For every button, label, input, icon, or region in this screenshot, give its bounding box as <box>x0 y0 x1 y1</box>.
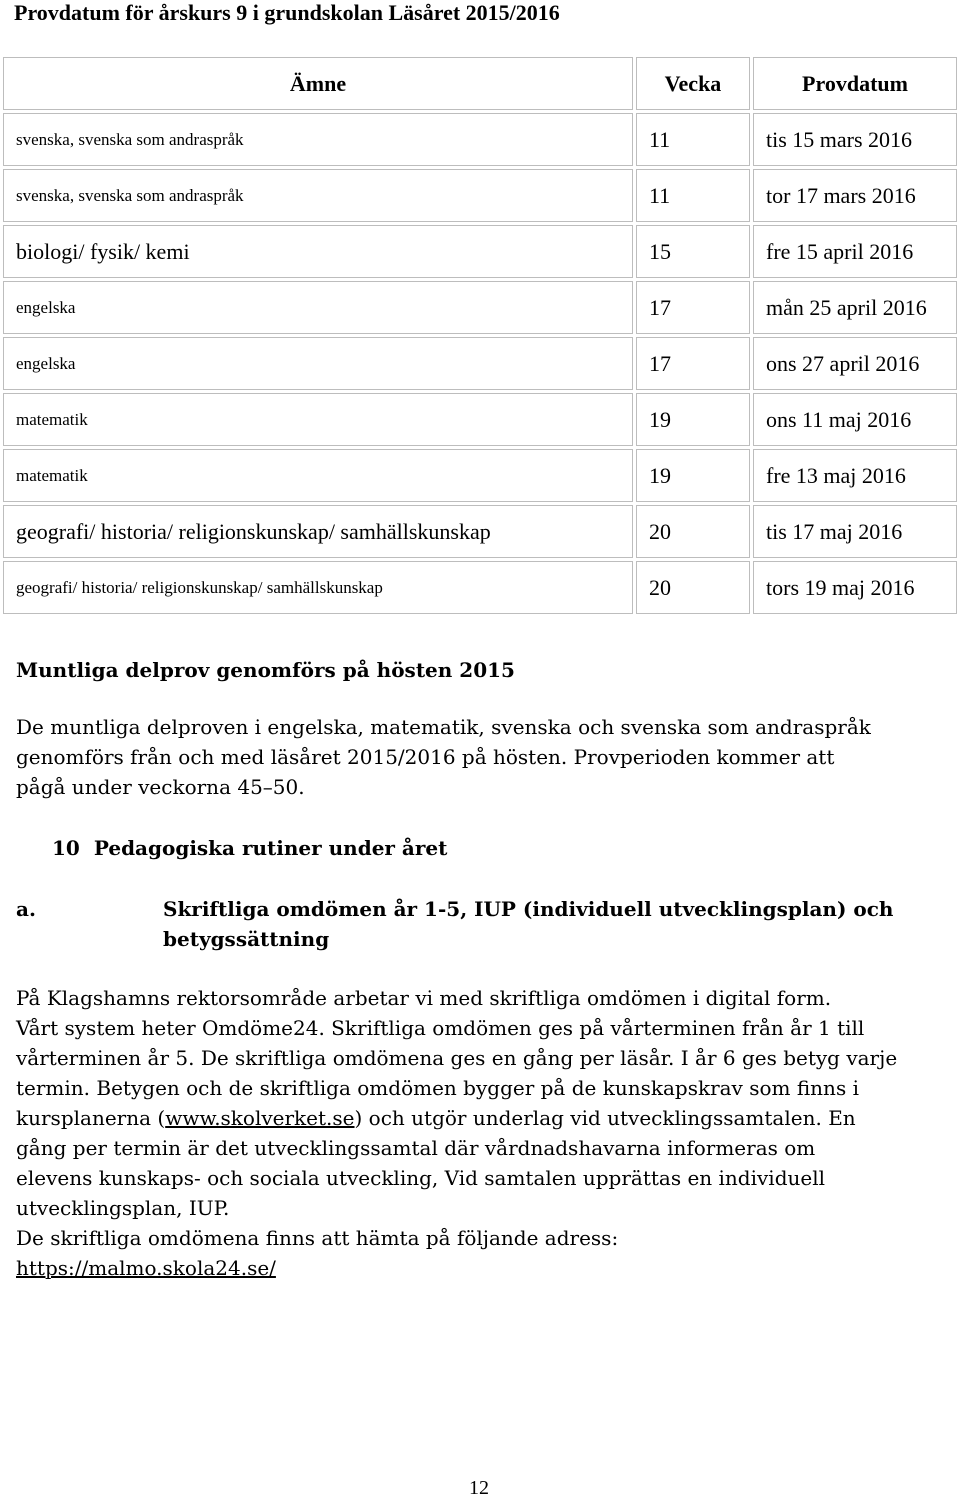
paragraph-line: Vårt system heter Omdöme24. Skriftliga omdömen ges på vårterminen från år 1 till <box>16 1016 865 1040</box>
table-row <box>3 449 957 502</box>
oral-tests-heading: Muntliga delprov genomförs på hösten 2015 <box>16 658 515 682</box>
table-row <box>3 281 957 334</box>
cell-week: 11 <box>636 113 750 166</box>
paragraph-line: elevens kunskaps- och sociala utveckling, Vid samtalen upprättas en individuell <box>16 1166 826 1190</box>
cell-subject: svenska, svenska som andraspråk <box>3 169 633 222</box>
cell-subject: geografi/ historia/ religionskunskap/ samhällskunskap <box>3 505 633 558</box>
cell-date: fre 13 maj 2016 <box>753 449 957 502</box>
cell-week: 11 <box>636 169 750 222</box>
table-row <box>3 113 957 166</box>
cell-date: fre 15 april 2016 <box>753 225 957 278</box>
paragraph-line: utvecklingsplan, IUP. <box>16 1196 230 1220</box>
cell-date: ons 27 april 2016 <box>753 337 957 390</box>
cell-week: 15 <box>636 225 750 278</box>
paragraph-line: genomförs från och med läsåret 2015/2016 på hösten. Provperioden kommer att <box>16 745 835 769</box>
page-number: 12 <box>469 1477 489 1499</box>
cell-subject: engelska <box>3 337 633 390</box>
cell-date: tor 17 mars 2016 <box>753 169 957 222</box>
line-text: kursplanerna ( <box>16 1106 166 1130</box>
line-text: ) och utgör underlag vid utvecklingssamtalen. En <box>354 1106 856 1130</box>
cell-week: 19 <box>636 393 750 446</box>
cell-date: tis 15 mars 2016 <box>753 113 957 166</box>
cell-date: mån 25 april 2016 <box>753 281 957 334</box>
table-header-row <box>3 57 957 110</box>
subsection-title-line: Skriftliga omdömen år 1-5, IUP (individuell utvecklingsplan) och <box>163 897 894 921</box>
cell-date: ons 11 maj 2016 <box>753 393 957 446</box>
table-row <box>3 169 957 222</box>
subsection-title <box>163 894 893 954</box>
cell-week: 17 <box>636 281 750 334</box>
table-row <box>3 505 957 558</box>
cell-week: 17 <box>636 337 750 390</box>
paragraph-line: vårterminen år 5. De skriftliga omdömena ges en gång per läsår. I år 6 ges betyg varje <box>16 1046 898 1070</box>
section-number: 10 <box>52 836 80 860</box>
cell-week: 20 <box>636 561 750 614</box>
cell-date: tis 17 maj 2016 <box>753 505 957 558</box>
table-row <box>3 393 957 446</box>
cell-subject: engelska <box>3 281 633 334</box>
cell-subject: matematik <box>3 449 633 502</box>
subsection-title-line: betygssättning <box>163 927 330 951</box>
exam-schedule-table <box>0 54 960 617</box>
paragraph-line: gång per termin är det utvecklingssamtal där vårdnadshavarna informeras om <box>16 1136 816 1160</box>
table-row <box>3 561 957 614</box>
paragraph-line: På Klagshamns rektorsområde arbetar vi med skriftliga omdömen i digital form. <box>16 986 832 1010</box>
section-10-heading <box>52 834 447 862</box>
section-title: Pedagogiska rutiner under året <box>93 836 448 860</box>
paragraph-line <box>16 1253 951 1283</box>
paragraph-line: De muntliga delproven i engelska, matematik, svenska och svenska som andraspråk <box>16 715 871 739</box>
assessment-paragraph <box>16 983 951 1283</box>
cell-subject: biologi/ fysik/ kemi <box>3 225 633 278</box>
header-week: Vecka <box>636 57 750 110</box>
paragraph-line: De skriftliga omdömena finns att hämta på följande adress: <box>16 1226 619 1250</box>
paragraph-line <box>16 1103 951 1133</box>
cell-subject: svenska, svenska som andraspråk <box>3 113 633 166</box>
cell-subject: matematik <box>3 393 633 446</box>
page-title: Provdatum för årskurs 9 i grundskolan Läsåret 2015/2016 <box>14 0 560 25</box>
skola24-link[interactable]: https://malmo.skola24.se/ <box>16 1256 276 1280</box>
cell-week: 19 <box>636 449 750 502</box>
subsection-letter: a. <box>16 897 36 921</box>
table-row <box>3 337 957 390</box>
cell-week: 20 <box>636 505 750 558</box>
skolverket-link[interactable]: www.skolverket.se <box>165 1106 355 1130</box>
cell-date: tors 19 maj 2016 <box>753 561 957 614</box>
header-date: Provdatum <box>753 57 957 110</box>
oral-tests-paragraph <box>16 712 951 802</box>
paragraph-line: pågå under veckorna 45–50. <box>16 775 305 799</box>
table-row <box>3 225 957 278</box>
header-subject: Ämne <box>3 57 633 110</box>
paragraph-line: termin. Betygen och de skriftliga omdömen bygger på de kunskapskrav som finns i <box>16 1076 859 1100</box>
cell-subject: geografi/ historia/ religionskunskap/ samhällskunskap <box>3 561 633 614</box>
